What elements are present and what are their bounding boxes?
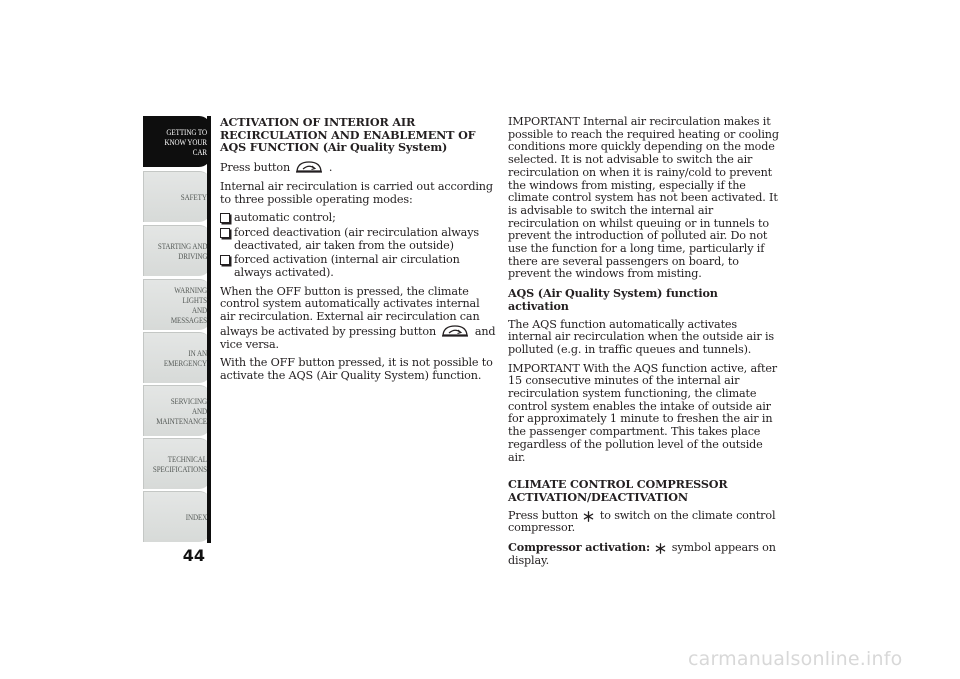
page-number: 44 [182,546,205,565]
list-item [220,212,496,225]
tab-technical-specifications[interactable] [143,438,211,489]
press-button-line [220,160,496,175]
compressor-heading: CLIMATE CONTROL COMPRESSOR ACTIVATION/DEACTIVATION [508,477,728,504]
snowflake-icon [583,511,594,522]
press-button-prefix: Press button [220,161,291,175]
checkbox-icon [220,213,230,223]
compressor-activation-line [508,541,780,567]
off-button-paragraph [220,286,496,352]
off-button-text-after: and vice versa. [220,324,496,351]
tab-in-an-emergency[interactable] [143,332,211,383]
snowflake-icon [655,543,666,554]
list-item [220,254,496,279]
left-column [220,116,496,389]
bullet-text: automatic control; [234,211,336,225]
right-column [508,116,780,574]
section-heading: ACTIVATION OF INTERIOR AIR RECIRCULATION AND ENABLEMENT OF AQS FUNCTION (Air Quality System) [220,115,476,155]
tab-label: INDEX [185,511,207,522]
aqs-note: With the OFF button pressed, it is not possible to activate the AQS (Air Quality System) function. [220,356,493,382]
bullet-text: forced deactivation (air recirculation always deactivated, air taken from the outside) [234,225,479,252]
tab-warning-lights[interactable] [143,279,211,330]
bullet-text: forced activation (internal air circulation always activated). [234,253,460,280]
compressor-press-line [508,510,780,535]
tab-servicing-and-maintenance[interactable] [143,385,211,436]
compressor-activation-label: Compressor activation: [508,540,650,555]
tab-label: SAFETY [180,191,207,202]
watermark: carmanualsonline.info [688,648,903,670]
tab-starting-and-driving[interactable] [143,225,211,276]
aqs-heading: AQS (Air Quality System) function activation [508,286,718,313]
press-button-suffix: . [328,161,333,175]
recirculation-icon [441,324,469,338]
recirculation-icon [295,160,323,174]
tab-index[interactable] [143,491,211,542]
off-button-text: When the OFF button is pressed, the climate control system automatically activates internal air recirculation. External air recirculation can always be activated by pressing button [220,284,480,338]
tab-label: STARTING AND DRIVING [157,240,207,261]
compressor-activation-text: symbol appears on display. [508,541,776,567]
tab-label: TECHNICAL SPECIFICATIONS [152,453,207,474]
checkbox-icon [220,255,230,265]
list-item [220,227,496,252]
tab-label: WARNING LIGHTS AND MESSAGES [170,284,207,325]
aqs-text: The AQS function automatically activates internal air recirculation when the outside air is polluted (e.g. in traffic queues and tunnels). [508,317,774,356]
checkbox-icon [220,228,230,238]
tab-label: GETTING TO KNOW YOUR CAR [164,126,207,157]
important-note-aqs: IMPORTANT With the AQS function active, after 15 consecutive minutes of the internal air recirculation system functioning, the climate control system enables the intake of outside air for approximately 1 minute to freshen the air in the passenger compartment. This takes place regardless of the pollution level of the outside air. [508,361,777,464]
tab-safety[interactable] [143,171,211,222]
compressor-press-prefix: Press button [508,508,579,522]
tab-getting-to-know-your-car[interactable] [143,116,211,167]
active-chapter-strip [207,116,211,543]
tab-label: IN AN EMERGENCY [163,347,207,368]
important-note-recirculation: IMPORTANT Internal air recirculation makes it possible to reach the required heating or cooling conditions more quickly depending on the mode selected. It is not advisable to switch the air recirculation on when it is rainy/cold to prevent the windows from misting, especially if the climate control system has not been activated. It is advisable to switch the internal air recirculation on whilst queuing or in tunnels to prevent the introduction of polluted air. Do not use the function for a long time, particularly if there are several passengers on board, to prevent the windows from misting. [508,115,779,281]
tab-label: SERVICING AND MAINTENANCE [156,395,207,426]
intro-text: Internal air recirculation is carried out according to three possible operating modes: [220,179,493,206]
compressor-press-suffix: to switch on the climate control compressor. [508,508,776,535]
